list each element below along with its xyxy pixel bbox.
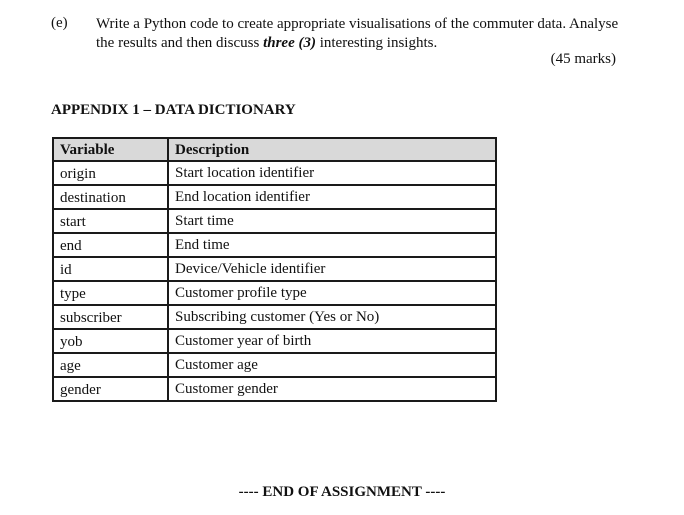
variable-cell: destination xyxy=(53,185,168,209)
table-row xyxy=(53,353,496,377)
description-cell: Device/Vehicle identifier xyxy=(168,257,496,281)
table-row xyxy=(53,209,496,233)
table-row xyxy=(53,305,496,329)
end-of-assignment: ---- END OF ASSIGNMENT ---- xyxy=(238,484,446,500)
variable-cell: age xyxy=(53,353,168,377)
variable-cell: type xyxy=(53,281,168,305)
question-text-end: interesting insights. xyxy=(315,35,438,51)
question-label: (e) xyxy=(51,15,68,31)
variable-cell: id xyxy=(53,257,168,281)
table-row xyxy=(53,185,496,209)
description-cell: Customer gender xyxy=(168,377,496,401)
question-text-start: Write a Python code to create appropriate visualisations of the commuter data. Analyse the results and then discuss xyxy=(96,16,619,51)
data-dictionary-table xyxy=(52,137,497,402)
variable-cell: start xyxy=(53,209,168,233)
variable-cell: subscriber xyxy=(53,305,168,329)
table-row xyxy=(53,257,496,281)
variable-cell: gender xyxy=(53,377,168,401)
description-cell: Customer profile type xyxy=(168,281,496,305)
description-cell: End time xyxy=(168,233,496,257)
header-variable: Variable xyxy=(53,138,168,161)
question-text xyxy=(96,15,636,53)
table-row xyxy=(53,281,496,305)
appendix-title: APPENDIX 1 – DATA DICTIONARY xyxy=(51,102,296,118)
question-emphasis: three (3) xyxy=(263,35,316,51)
table-row xyxy=(53,161,496,185)
variable-cell: origin xyxy=(53,161,168,185)
description-cell: Customer year of birth xyxy=(168,329,496,353)
marks-label: (45 marks) xyxy=(550,51,616,67)
variable-cell: end xyxy=(53,233,168,257)
description-cell: Subscribing customer (Yes or No) xyxy=(168,305,496,329)
description-cell: End location identifier xyxy=(168,185,496,209)
description-cell: Start location identifier xyxy=(168,161,496,185)
table-row xyxy=(53,377,496,401)
variable-cell: yob xyxy=(53,329,168,353)
description-cell: Customer age xyxy=(168,353,496,377)
header-description: Description xyxy=(168,138,496,161)
table-row xyxy=(53,329,496,353)
table-header-row xyxy=(53,138,496,161)
description-cell: Start time xyxy=(168,209,496,233)
table-row xyxy=(53,233,496,257)
